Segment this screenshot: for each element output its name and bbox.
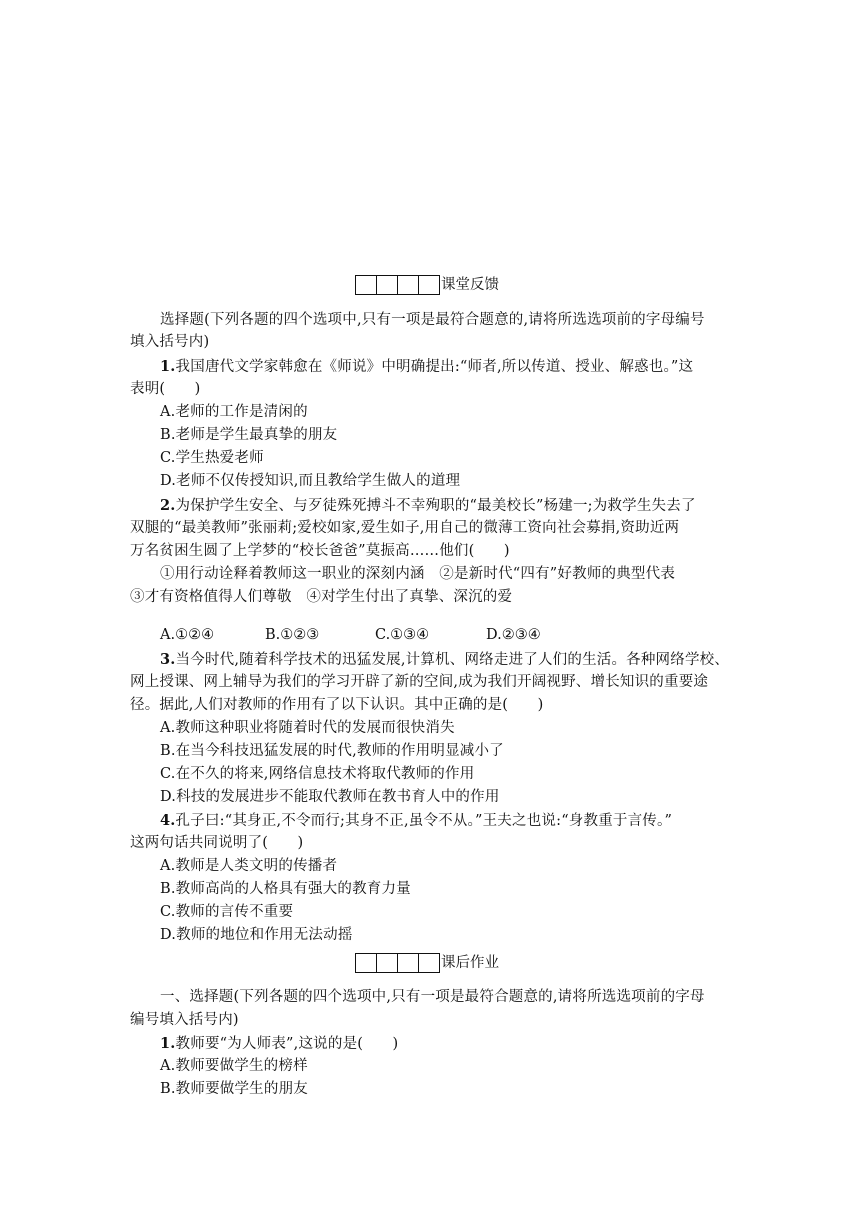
instructions-line: 选择题(下列各题的四个选项中,只有一项是最符合题意的,请将所选选项前的字母编号: [160, 312, 705, 328]
option: C.教师的言传不重要: [160, 904, 294, 920]
section-title: 课后作业: [441, 955, 499, 971]
option: D.科技的发展进步不能取代教师在教书育人中的作用: [160, 789, 500, 805]
question-stem: [160, 494, 730, 518]
heading-box-decoration: [355, 275, 440, 295]
question-number: 1.: [160, 358, 176, 375]
question-stem: [160, 648, 730, 672]
option: B.教师高尚的人格具有强大的教育力量: [160, 881, 411, 897]
question-number: 2.: [160, 497, 176, 514]
statement-line: ③才有资格值得人们尊敬 ④对学生付出了真挚、深沉的爱: [130, 589, 513, 605]
question-text: 为保护学生安全、与歹徒殊死搏斗不幸殉职的“最美校长”杨建一;为救学生失去了: [175, 498, 696, 514]
choice-c: C.①③④: [375, 627, 430, 643]
question-number: 4.: [160, 812, 176, 829]
option: D.教师的地位和作用无法动摇: [160, 927, 353, 943]
option: A.老师的工作是清闲的: [160, 404, 308, 420]
instructions-line: 填入括号内): [130, 334, 210, 350]
option: C.在不久的将来,网络信息技术将取代教师的作用: [160, 766, 475, 782]
question-stem: 这两句话共同说明了( ): [130, 835, 304, 851]
option: C.学生热爱老师: [160, 450, 264, 466]
question-stem: [160, 1032, 730, 1056]
option: B.在当今科技迅猛发展的时代,教师的作用明显减小了: [160, 743, 504, 759]
question-text: 我国唐代文学家韩愈在《师说》中明确提出:“师者,所以传道、授业、解惑也。”这: [175, 359, 694, 375]
option: A.教师要做学生的榜样: [160, 1058, 308, 1074]
choice-b: B.①②③: [265, 627, 320, 643]
question-stem: 双腿的“最美教师”张丽莉;爱校如家,爱生如子,用自己的微薄工资向社会募捐,资助近两: [130, 520, 680, 536]
question-text: 孔子曰:“其身正,不令而行;其身不正,虽令不从。”王夫之也说:“身教重于言传。”: [175, 813, 673, 829]
question-stem: 网上授课、网上辅导为我们的学习开辟了新的空间,成为我们开阔视野、增长知识的重要途: [130, 674, 709, 690]
question-stem: [160, 355, 730, 379]
instructions-line: 一、选择题(下列各题的四个选项中,只有一项是最符合题意的,请将所选选项前的字母: [160, 989, 705, 1005]
option: B.教师要做学生的朋友: [160, 1081, 308, 1097]
choice-d: D.②③④: [486, 627, 541, 643]
heading-box-decoration: [355, 953, 440, 973]
question-stem: [160, 809, 730, 833]
question-stem: 万名贫困生圆了上学梦的“校长爸爸”莫振高……他们( ): [130, 543, 510, 559]
question-stem: 表明( ): [130, 381, 201, 397]
section-heading-homework: [355, 949, 499, 973]
option: D.老师不仅传授知识,而且教给学生做人的道理: [160, 473, 461, 489]
question-text: 当今时代,随着科学技术的迅猛发展,计算机、网络走进了人们的生活。各种网络学校、: [175, 652, 730, 668]
section-title: 课堂反馈: [441, 277, 499, 293]
question-number: 1.: [160, 1035, 176, 1052]
section-heading-classroom-feedback: [355, 271, 499, 295]
question-number: 3.: [160, 651, 176, 668]
question-stem: 径。据此,人们对教师的作用有了以下认识。其中正确的是( ): [130, 697, 544, 713]
option: B.老师是学生最真挚的朋友: [160, 427, 338, 443]
option: A.教师这种职业将随着时代的发展而很快消失: [160, 720, 455, 736]
statement-line: ①用行动诠释着教师这一职业的深刻内涵 ②是新时代“四有”好教师的典型代表: [160, 566, 676, 582]
question-text: 教师要“为人师表”,这说的是( ): [175, 1036, 399, 1052]
option: A.教师是人类文明的传播者: [160, 858, 338, 874]
instructions-line: 编号填入括号内): [130, 1012, 239, 1028]
choice-a: A.①②④: [160, 627, 215, 643]
